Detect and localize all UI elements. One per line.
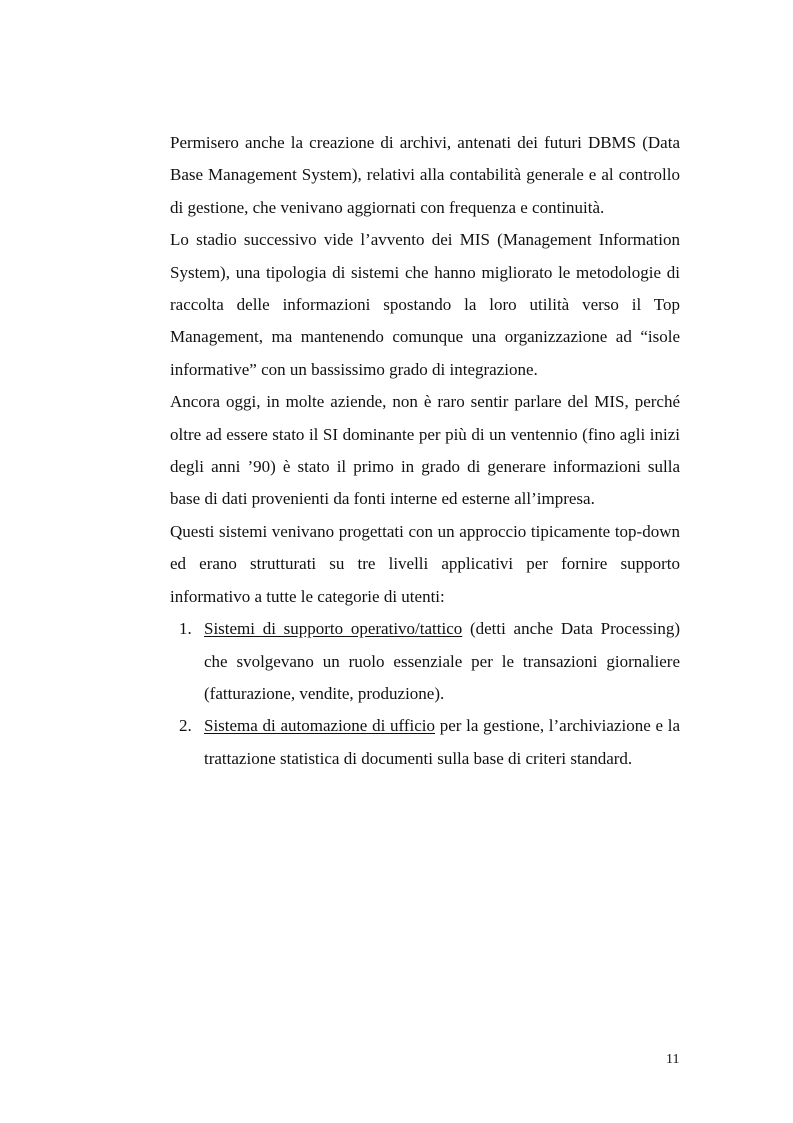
- list-item-number: 1.: [179, 619, 192, 639]
- application-levels-list: [170, 613, 680, 775]
- paragraph-system-levels: Questi sistemi venivano progettati con un approccio tipicamente top-down ed erano strutturati su tre livelli applicativi per fornire supporto informativo a tutte le categorie di utenti:: [170, 521, 680, 606]
- paragraph-dbms: Permisero anche la creazione di archivi, antenati dei futuri DBMS (Data Base Management System), relativi alla contabilità generale e al controllo di gestione, che venivano aggiornati con frequenza e continuità.: [170, 133, 680, 217]
- list-item-term: Sistemi di supporto operativo/tattico: [204, 619, 463, 639]
- page-number: 11: [666, 1052, 680, 1067]
- page-body: [170, 127, 680, 775]
- list-item-number: 2.: [179, 716, 192, 736]
- paragraph-mis-introduction: Lo stadio successivo vide l’avvento dei MIS (Management Information System), una tipologia di sistemi che hanno migliorato le metodologie di raccolta delle informazioni spostando la loro utilità verso il Top Management, ma mantenendo comunque una organizzazione ad “isole informative” con un bassissimo grado di integrazione.: [170, 230, 680, 379]
- list-item-text: per la gestione, l’archiviazione e la trattazione statistica di documenti sulla base di criteri standard.: [204, 716, 680, 768]
- list-item-text: (detti anche Data Processing) che svolgevano un ruolo essenziale per le transazioni giornaliere (fatturazione, vendite, produzione).: [204, 619, 680, 703]
- list-item-term: Sistema di automazione di ufficio: [204, 716, 436, 736]
- list-item: [170, 613, 680, 710]
- paragraph-mis-today: Ancora oggi, in molte aziende, non è raro sentir parlare del MIS, perché oltre ad essere stato il SI dominante per più di un ventennio (fino agli inizi degli anni ’90) è stato il primo in grado di generare informazioni sulla base di dati provenienti da fonti interne ed esterne all’impresa.: [170, 392, 680, 509]
- list-item: [170, 710, 680, 775]
